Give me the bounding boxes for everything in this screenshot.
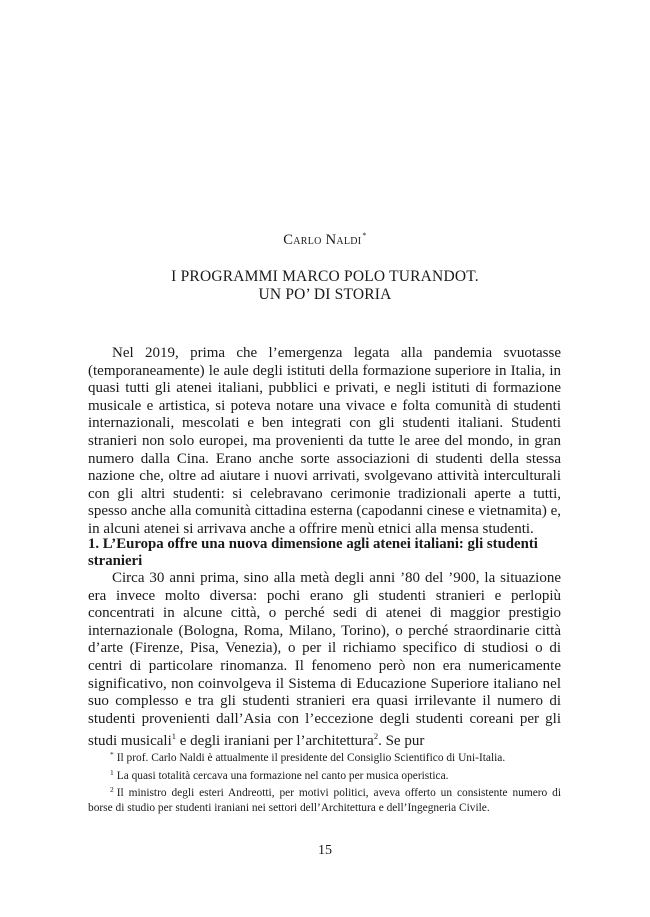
footnote-text: La quasi totalità cercava una formazione nel canto per musica operistica. [116,769,449,782]
footnote-mark: * [110,750,114,759]
title-line-2: UN PO’ DI STORIA [258,286,392,303]
body-text-part-1: Circa 30 anni prima, sino alla metà degli anni ’80 del ’900, la situazione era invece molto diversa: pochi erano gli studenti stranieri e perlopiù concentrati in alcune città, o perché sedi di atenei di maggior prestigio internazionale (Bologna, Roma, Milano, Torino), o perché straordinarie città d’arte (Firenze, Pisa, Venezia), o per il richiamo specifico di studiosi o di centri di particolare rinomanza. Il fenomeno però non era numericamente significativo, non coinvolgeva il Sistema di Educazione Superiore italiano nel suo complesso e tra gli studenti stranieri era quasi irrilevante il numero di studenti provenienti dall’Asia con l’eccezione degli studenti coreani per gli studi musicali [88,570,561,750]
body-paragraph [88,570,561,751]
section-heading: 1. L’Europa offre una nuova dimensione agli atenei italiani: gli studenti stranieri [88,536,538,569]
body-text-part-3: . Se pur [378,733,425,750]
footnote [88,748,561,766]
footnote-text: Il prof. Carlo Naldi è attualmente il presidente del Consiglio Scientifico di Uni-Italia. [116,752,506,764]
title-line-1: I PROGRAMMI MARCO POLO TURANDOT. [171,268,479,285]
article-title [0,268,650,304]
body-text-part-2: e degli iraniani per l’architettura [176,733,374,750]
footnote [88,766,561,784]
author-name [0,231,650,249]
footnote-mark: 2 [110,785,114,795]
footnote-text: Il ministro degli esteri Andreotti, per motivi politici, aveva offerto un consistente numero di borse di studio per studenti iraniani nei settori dell’Architettura e dell’Ingegneria Civile. [88,787,561,814]
author-footnote-marker: * [362,231,367,240]
page-number: 15 [318,843,332,858]
footnote-ref-2: 2 [373,731,379,742]
intro-paragraph: Nel 2019, prima che l’emergenza legata alla pandemia svuotasse (temporaneamente) le aule degli istituti della formazione superiore in Italia, in quasi tutti gli atenei italiani, pubblici e privati, e negli istituti di formazione musicale e artistica, si poteva notare una vivace e folta comunità di studenti internazionali, mescolati e ben integrati con gli studenti italiani. Studenti stranieri non solo europei, ma provenienti da tutte le aree del mondo, in gran numero dalla Cina. Erano anche sorte associazioni di studenti della stessa nazione che, oltre ad aiutare i nuovi arrivati, svolgevano attività interculturali con gli altri studenti: si celebravano cerimonie tradizionali aperte a tutti, spesso anche alla comunità cittadina esterna (capodanni cinese e vietnamita) e, in alcuni atenei si arrivava anche a offrire menù etnici alla mensa studenti. [88,345,561,537]
author-name-text: Carlo Naldi [283,232,362,248]
footnote-ref-1: 1 [171,731,176,742]
footnote-mark: 1 [110,767,114,777]
footnotes [88,748,561,815]
footnote [88,783,561,815]
